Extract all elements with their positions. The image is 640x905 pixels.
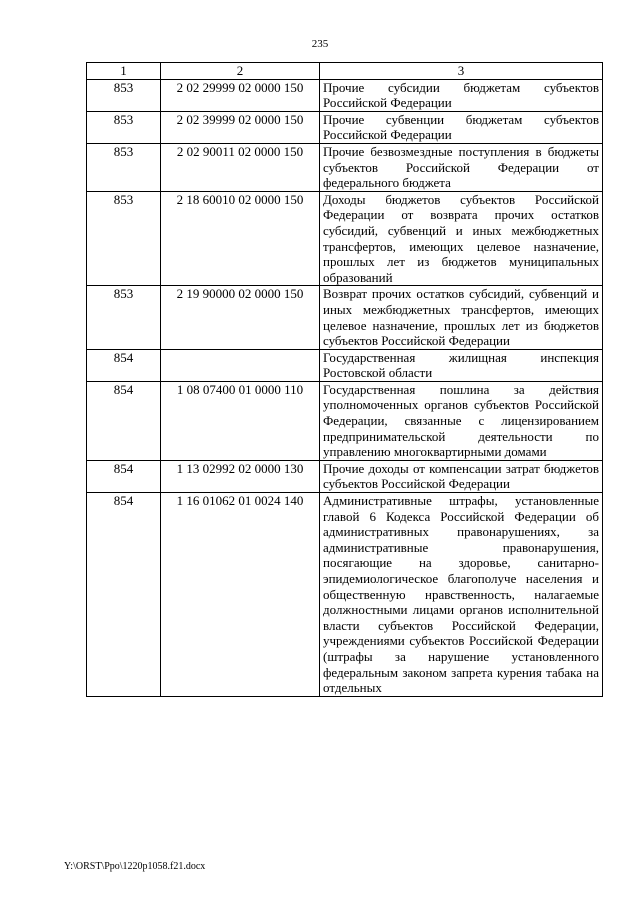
income-name-cell: Доходы бюджетов субъектов Российской Федерации от возврата прочих остатков субсидий, субвенций и иных межбюджетных трансфертов, имеющих целевое назначение, прошлых лет из бюджетов муниципальных образований — [320, 191, 603, 286]
table-row — [87, 493, 603, 697]
page-number: 235 — [311, 38, 329, 50]
table-row — [87, 381, 603, 460]
table-row — [87, 143, 603, 191]
income-name-cell: Прочие субвенции бюджетам субъектов Российской Федерации — [320, 111, 603, 143]
admin-code-cell: 853 — [87, 191, 161, 286]
budget-code-cell: 2 02 29999 02 0000 150 — [161, 79, 320, 111]
table-row — [87, 191, 603, 286]
income-name-cell: Прочие доходы от компенсации затрат бюджетов субъектов Российской Федерации — [320, 460, 603, 492]
file-path-footer: Y:\ORST\Ppo\1220p1058.f21.docx — [64, 861, 206, 872]
budget-code-cell: 1 13 02992 02 0000 130 — [161, 460, 320, 492]
admin-code-cell: 854 — [87, 349, 161, 381]
income-name-cell: Возврат прочих остатков субсидий, субвенций и иных межбюджетных трансфертов, имеющих целевое назначение, прошлых лет из бюджетов субъектов Российской Федерации — [320, 286, 603, 349]
income-name-cell: Государственная пошлина за действия уполномоченных органов субъектов Российской Федерации, связанные с лицензированием предпринимательской деятельности по управлению многоквартирными домами — [320, 381, 603, 460]
income-name-cell: Прочие субсидии бюджетам субъектов Российской Федерации — [320, 79, 603, 111]
budget-code-cell: 2 18 60010 02 0000 150 — [161, 191, 320, 286]
admin-code-cell: 853 — [87, 111, 161, 143]
admin-code-cell: 854 — [87, 381, 161, 460]
table-row — [87, 349, 603, 381]
table-row — [87, 111, 603, 143]
budget-code-cell: 2 02 39999 02 0000 150 — [161, 111, 320, 143]
budget-code-cell: 1 16 01062 01 0024 140 — [161, 493, 320, 697]
income-name-cell: Прочие безвозмездные поступления в бюджеты субъектов Российской Федерации от федерального бюджета — [320, 143, 603, 191]
table-header-row — [87, 63, 603, 80]
admin-code-cell: 854 — [87, 493, 161, 697]
budget-code-cell — [161, 349, 320, 381]
column-header-code: 2 — [161, 63, 320, 80]
admin-code-cell: 853 — [87, 79, 161, 111]
admin-code-cell: 854 — [87, 460, 161, 492]
column-header-admin: 1 — [87, 63, 161, 80]
column-header-name: 3 — [320, 63, 603, 80]
table-row — [87, 286, 603, 349]
budget-classification-table — [86, 62, 603, 697]
income-name-cell: Государственная жилищная инспекция Ростовской области — [320, 349, 603, 381]
income-name-cell: Административные штрафы, установленные главой 6 Кодекса Российской Федерации об административных правонарушениях, за административные правонарушения, посягающие на здоровье, санитарно-эпидемиологическое благополуче населения и общественную нравственность, налагаемые должностными лицами органов исполнительной власти субъектов Российской Федерации, учреждениями субъектов Российской Федерации (штрафы за нарушение установленного федеральным законом запрета курения табака на отдельных — [320, 493, 603, 697]
budget-code-cell: 2 19 90000 02 0000 150 — [161, 286, 320, 349]
table-row — [87, 460, 603, 492]
budget-code-cell: 2 02 90011 02 0000 150 — [161, 143, 320, 191]
admin-code-cell: 853 — [87, 286, 161, 349]
admin-code-cell: 853 — [87, 143, 161, 191]
budget-code-cell: 1 08 07400 01 0000 110 — [161, 381, 320, 460]
table-row — [87, 79, 603, 111]
